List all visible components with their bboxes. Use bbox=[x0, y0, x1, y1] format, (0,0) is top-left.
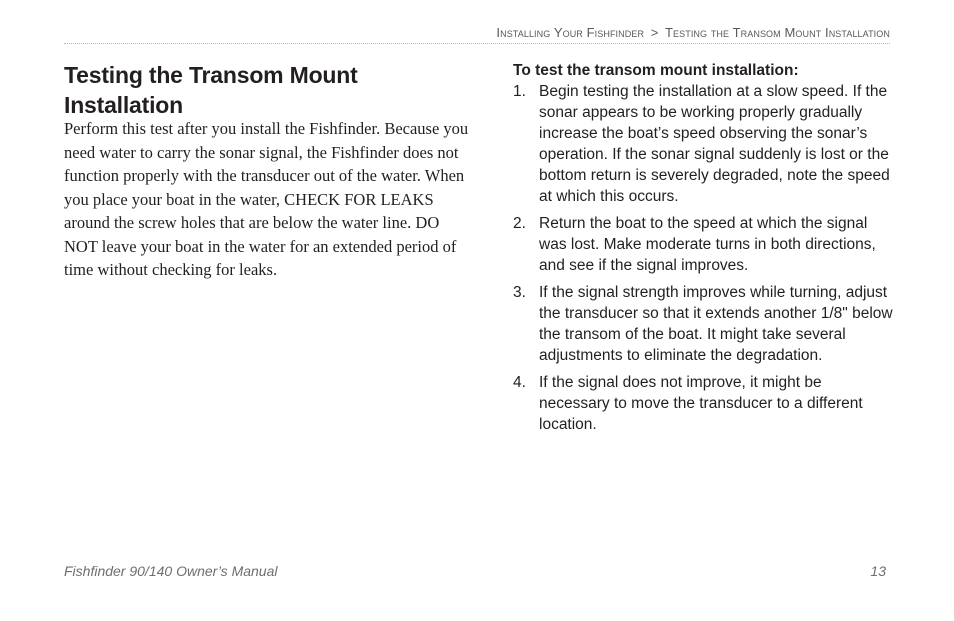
footer-manual-title: Fishfinder 90/140 Owner’s Manual bbox=[64, 563, 278, 579]
step-1 bbox=[513, 81, 893, 207]
breadcrumb-current-page: Testing the Transom Mount Installation bbox=[664, 25, 890, 40]
procedure-steps bbox=[513, 81, 893, 435]
breadcrumb-section: Installing Your Fishfinder bbox=[496, 25, 645, 40]
breadcrumb bbox=[496, 25, 890, 40]
intro-paragraph: Perform this test after you install the Fishfinder. Because you need water to carry the sonar signal, the Fishfinder does not function properly with the transducer out of the water. When you place your boat in the water, CHECK FOR LEAKS around the screw holes that are below the water line. DO NOT leave your boat in the water for an extended period of time without checking for leaks. bbox=[64, 119, 469, 279]
step-2 bbox=[513, 213, 893, 276]
step-4 bbox=[513, 372, 893, 435]
step-number: 3. bbox=[513, 284, 526, 301]
header-divider bbox=[64, 43, 890, 44]
step-text: Begin testing the installation at a slow speed. If the sonar appears to be working properly gradually increase the boat’s speed observing the sonar’s operation. If the sonar signal suddenly is lost or the bottom return is severely degraded, note the speed at which this occurs. bbox=[539, 83, 890, 205]
breadcrumb-separator: > bbox=[650, 25, 659, 40]
step-number: 2. bbox=[513, 215, 526, 232]
procedure-section bbox=[513, 61, 893, 441]
step-3 bbox=[513, 282, 893, 366]
step-number: 4. bbox=[513, 374, 526, 391]
step-text: If the signal does not improve, it might be necessary to move the transducer to a different location. bbox=[539, 374, 863, 433]
page-title: Testing the Transom Mount Installation bbox=[64, 62, 358, 118]
step-number: 1. bbox=[513, 83, 526, 100]
step-text: Return the boat to the speed at which the signal was lost. Make moderate turns in both directions, and see if the signal improves. bbox=[539, 215, 876, 274]
step-text: If the signal strength improves while turning, adjust the transducer so that it extends another 1/8" below the transom of the boat. It might take several adjustments to eliminate the degradation. bbox=[539, 284, 893, 364]
page-number: 13 bbox=[870, 563, 886, 579]
procedure-heading: To test the transom mount installation: bbox=[513, 62, 799, 79]
